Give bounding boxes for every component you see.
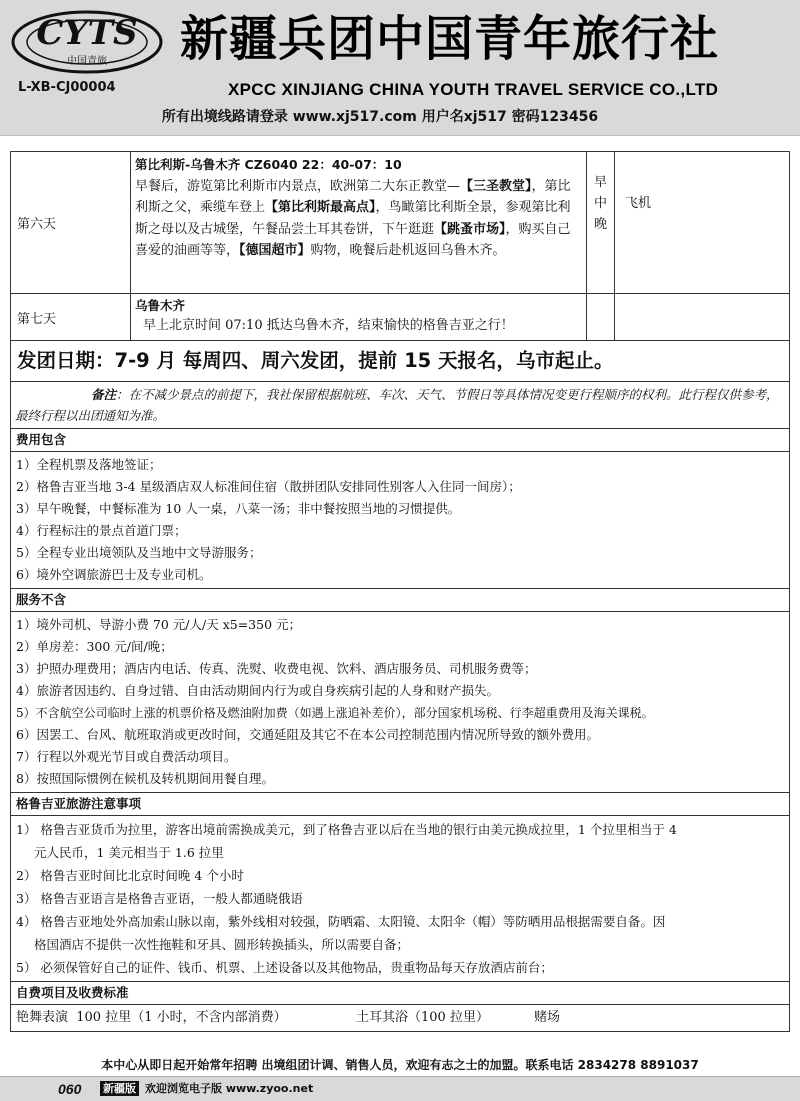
transport xyxy=(615,294,789,340)
tip-text: 1） 格鲁吉亚货币为拉里，游客出境前需换成美元，到了格鲁吉亚以后在当地的银行由美元换成拉里，1 个拉里相当于 4 xyxy=(16,822,677,837)
login-notice xyxy=(0,106,800,126)
list-item: 2）单房差：300 元/间/晚； xyxy=(16,639,173,654)
meal-column xyxy=(587,152,615,293)
list-item xyxy=(16,864,784,887)
day-content xyxy=(131,152,587,293)
fee-item: 赌场 xyxy=(534,1010,561,1025)
included-list xyxy=(11,452,789,589)
recruitment-notice: 本中心从即日起开始常年招聘 出境组团计调、销售人员，欢迎有志之士的加盟。联系电话 2834278 8891037 xyxy=(101,1058,699,1072)
meal-lunch: 中 xyxy=(593,196,607,211)
day-description: 早上北京时间 07:10 抵达乌鲁木齐，结束愉快的格鲁吉亚之行！ xyxy=(143,318,514,333)
tips-list xyxy=(11,816,789,982)
tip-text: 3） 格鲁吉亚语言是格鲁吉亚语，一般人都通晓俄语 xyxy=(16,891,303,906)
desc-highlight: 【德国超市】 xyxy=(239,243,311,258)
desc-highlight: 【三圣教堂】 xyxy=(460,178,532,194)
footer-bar xyxy=(0,1076,800,1101)
list-item: 8）按照国际惯例在候机及转机期间用餐自理。 xyxy=(16,771,274,786)
list-item xyxy=(16,956,784,979)
list-item: 5）不含航空公司临时上涨的机票价格及燃油附加费（如遇上涨追补差价），部分国家机场税、行李超重费用及海关课税。 xyxy=(16,706,654,720)
excluded-list xyxy=(11,612,789,793)
day-label: 第六天 xyxy=(11,152,131,293)
list-item: 1）全程机票及落地签证； xyxy=(16,457,162,472)
list-item: 2）格鲁吉亚当地 3-4 星级酒店双人标准间住宿（散拼团队安排同性别客人入住同一间房）； xyxy=(16,479,521,494)
list-item xyxy=(16,910,784,956)
section-title-excluded: 服务不含 xyxy=(11,589,789,612)
list-item: 1）境外司机、导游小费 70 元/人/天 x5=350 元； xyxy=(16,617,302,632)
desc-text: ，购买自己喜爱的油画等等， xyxy=(135,221,571,258)
cyts-logo xyxy=(8,6,166,78)
list-item xyxy=(16,818,784,864)
day-route: 乌鲁木齐 xyxy=(135,298,186,313)
tip-text: 2） 格鲁吉亚时间比北京时间晚 4 个小时 xyxy=(16,868,244,883)
tip-continued: 元人民币，1 美元相当于 1.6 拉里 xyxy=(34,845,224,860)
tip-text: 5） 必须保管好自己的证件、钱币、机票、上述设备以及其他物品，贵重物品每天存放酒店前台； xyxy=(16,960,553,975)
company-title-en: XPCC XINJIANG CHINA YOUTH TRAVEL SERVICE CO.,LTD xyxy=(228,80,719,99)
day-description xyxy=(135,176,582,262)
fee-item: 艳舞表演 100 拉里（1 小时，不含内部消费） xyxy=(16,1010,287,1025)
list-item: 4）行程标注的景点首道门票； xyxy=(16,523,187,538)
header-banner xyxy=(0,0,800,136)
list-item: 6）因罢工、台风、航班取消或更改时间，交通延阻及其它不在本公司控制范围内情况所导致的额外费用。 xyxy=(16,727,599,742)
desc-text: ，第比利斯之父，乘缆车登上 xyxy=(135,178,571,215)
remark-label: 备注 xyxy=(91,387,117,402)
fee-item: 土耳其浴（100 拉里） xyxy=(356,1010,489,1025)
section-title-tips: 格鲁吉亚旅游注意事项 xyxy=(11,793,789,816)
ebook-link[interactable]: 欢迎浏览电子版 www.zyoo.net xyxy=(145,1082,314,1095)
list-item: 4）旅游者因违约、自身过错、自由活动期间内行为或自身疾病引起的人身和财产损失。 xyxy=(16,683,499,698)
itinerary-row-day6 xyxy=(11,152,789,294)
desc-highlight: 【第比利斯最高点】 xyxy=(265,200,376,215)
remark-text: ：在不减少景点的前提下，我社保留根据航班、车次、天气、节假日等具体情况变更行程顺序的权利。此行程仅供参考，最终行程以出团通知为准。 xyxy=(15,387,779,423)
login-notice-text: 所有出境线路请登录 www.xj517.com 用户名xj517 密码123456 xyxy=(161,109,599,125)
tip-text: 4） 格鲁吉亚地处外高加索山脉以南，紫外线相对较强，防晒霜、太阳镜、太阳伞（帽）等防晒用品根据需要自备。因 xyxy=(16,914,666,929)
remark xyxy=(11,382,789,429)
list-item: 3）早午晚餐，中餐标准为 10 人一桌，八菜一汤；非中餐按照当地的习惯提供。 xyxy=(16,501,461,516)
list-item: 3）护照办理费用；酒店内电话、传真、洗熨、收费电视、饮料、酒店服务员、司机服务费等； xyxy=(16,661,537,676)
list-item: 5）全程专业出境领队及当地中文导游服务； xyxy=(16,545,262,560)
itinerary-document xyxy=(10,151,790,1032)
page-number: 060 xyxy=(58,1081,82,1097)
list-item: 6）境外空调旅游巴士及专业司机。 xyxy=(16,567,212,582)
departure-info: 发团日期：7-9 月 每周四、周六发团，提前 15 天报名，乌市起止。 xyxy=(11,341,789,382)
logo-letters: CYTS xyxy=(36,13,138,53)
meal-breakfast: 早 xyxy=(593,175,607,190)
desc-text: ，鸟瞰第比利斯全景，参观第比利斯之母以及古城堡，午餐品尝土耳其卷饼，下午逛逛 xyxy=(135,200,571,237)
license-code: L-XB-CJ00004 xyxy=(18,80,116,95)
day-content xyxy=(131,294,587,340)
tip-continued: 格国酒店不提供一次性拖鞋和牙具、圆形转换插头，所以需要自备； xyxy=(34,937,410,952)
optional-fees xyxy=(11,1005,789,1031)
logo-caption: 中国青旅 xyxy=(67,56,107,67)
itinerary-row-day7 xyxy=(11,294,789,341)
list-item xyxy=(16,887,784,910)
section-title-optional: 自费项目及收费标准 xyxy=(11,982,789,1005)
desc-highlight: 【跳蚤市场】 xyxy=(434,221,506,237)
transport: 飞机 xyxy=(625,196,652,211)
day-label: 第七天 xyxy=(11,294,131,340)
edition-badge: 新疆版 xyxy=(100,1081,139,1096)
desc-text: 购物，晚餐后赴机返回乌鲁木齐。 xyxy=(310,243,506,258)
desc-text: 早餐后，游览第比利斯市内景点，欧洲第二大东正教堂— xyxy=(135,178,461,194)
section-title-included: 费用包含 xyxy=(11,429,789,452)
company-title-cn: 新疆兵团中国青年旅行社 xyxy=(180,11,720,67)
list-item: 7）行程以外观光节目或自费活动项目。 xyxy=(16,749,237,764)
meal-dinner: 晚 xyxy=(593,217,607,232)
meal-column xyxy=(587,294,615,340)
day-route: 第比利斯-乌鲁木齐 CZ6040 22：40-07：10 xyxy=(135,157,402,172)
